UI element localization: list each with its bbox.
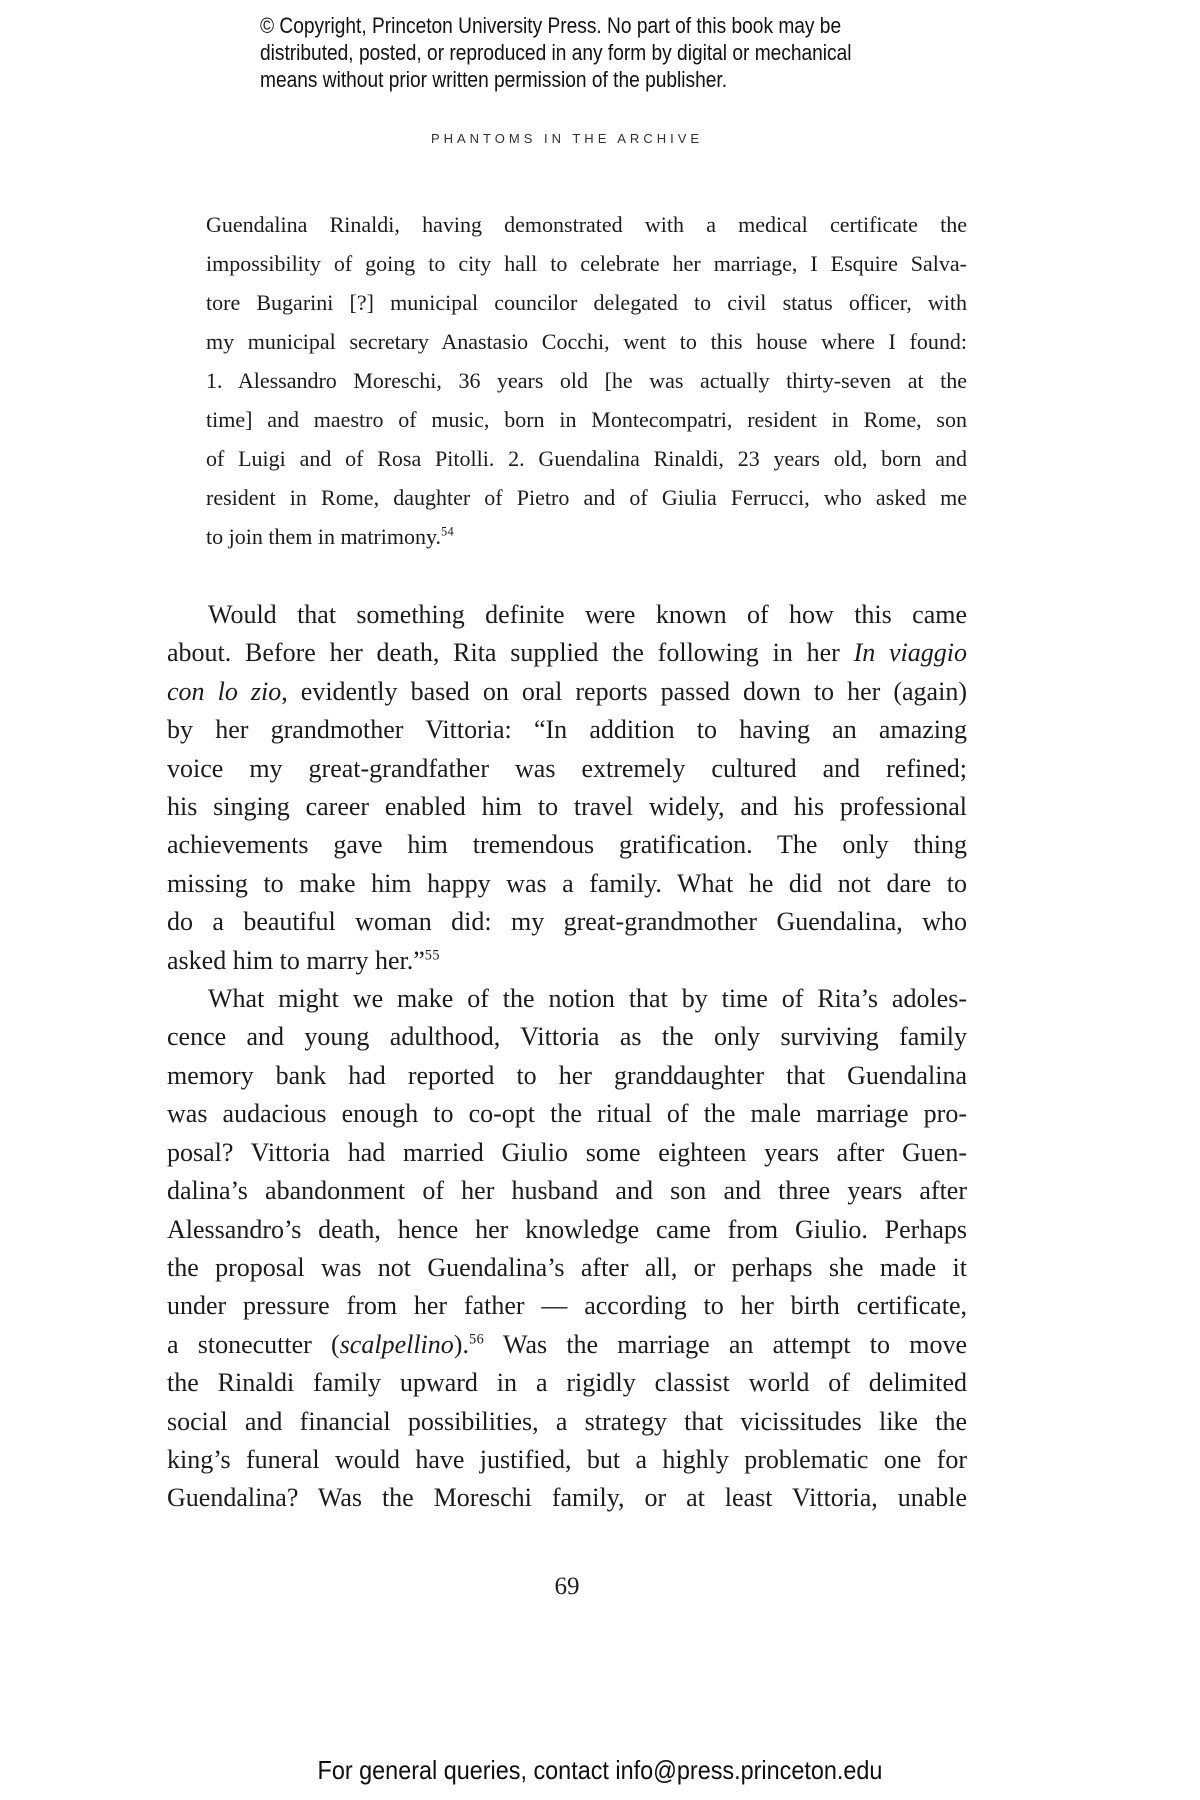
text-line: the Rinaldi family upward in a rigidly classist world of delimited (167, 1368, 967, 1398)
text-line: about. Before her death, Rita supplied the following in her In viaggio (167, 638, 967, 668)
page-number: 69 (554, 1573, 580, 1600)
text-line: Alessandro’s death, hence her knowledge came from Giulio. Perhaps (167, 1214, 967, 1244)
text-line: achievements gave him tremendous gratification. The only thing (167, 830, 967, 860)
text-line: his singing career enabled him to travel widely, and his professional (167, 792, 967, 822)
text-line: con lo zio, evidently based on oral reports passed down to her (again) (167, 676, 967, 706)
text-line: distributed, posted, or reproduced in any form by digital or mechanical (260, 40, 852, 65)
text-line: a stonecutter (scalpellino).$^{56}$ Was the marriage an attempt to move (167, 1329, 968, 1359)
text-line: means without prior written permission of the publisher. (260, 67, 728, 92)
text-line: memory bank had reported to her granddaughter that Guendalina (167, 1060, 967, 1090)
text-line: the proposal was not Guendalina’s after all, or perhaps she made it (167, 1252, 967, 1282)
text-line: my municipal secretary Anastasio Cocchi, went to this house where I found: (206, 329, 967, 354)
paragraph-2 (167, 980, 967, 1518)
footer-contact: For general queries, contact info@press.princeton.edu (317, 1755, 883, 1785)
text-line: to join them in matrimony.$^{54}$ (206, 524, 455, 549)
text-line: © Copyright, Princeton University Press. No part of this book may be (260, 13, 842, 38)
text-line: under pressure from her father — according to her birth certificate, (167, 1291, 967, 1321)
text-line: dalina’s abandonment of her husband and son and three years after (167, 1176, 967, 1206)
paragraph-1 (167, 596, 967, 980)
text-line: missing to make him happy was a family. What he did not dare to (167, 868, 967, 898)
text-line: Guendalina Rinaldi, having demonstrated with a medical certificate the (206, 212, 967, 237)
body-text (167, 596, 967, 1518)
text-line: voice my great-grandfather was extremely cultured and refined; (167, 753, 967, 783)
text-line: social and financial possibilities, a strategy that vicissitudes like the (167, 1406, 967, 1436)
text-line: resident in Rome, daughter of Pietro and of Giulia Ferrucci, who asked me (206, 485, 967, 510)
running-head: PHANTOMS IN THE ARCHIVE (430, 131, 704, 146)
text-line: asked him to marry her.”$^{55}$ (167, 945, 441, 975)
text-line: of Luigi and of Rosa Pitolli. 2. Guendalina Rinaldi, 23 years old, born and (206, 446, 967, 471)
text-line: 1. Alessandro Moreschi, 36 years old [he was actually thirty-seven at the (206, 368, 967, 393)
copyright-notice (260, 12, 852, 93)
text-line: impossibility of going to city hall to celebrate her marriage, I Esquire Salva- (206, 251, 967, 276)
text-line: What might we make of the notion that by time of Rita’s adoles- (208, 984, 967, 1014)
text-line: by her grandmother Vittoria: “In addition to having an amazing (167, 715, 967, 745)
text-line: Guendalina? Was the Moreschi family, or at least Vittoria, unable (167, 1483, 967, 1513)
text-line: tore Bugarini [?] municipal councilor delegated to civil status officer, with (206, 290, 967, 315)
block-quote (206, 205, 967, 556)
text-line: posal? Vittoria had married Giulio some eighteen years after Guen- (167, 1137, 967, 1167)
text-line: king’s funeral would have justified, but a highly problematic one for (167, 1444, 967, 1474)
text-line: Would that something definite were known of how this came (208, 600, 967, 629)
text-line: time] and maestro of music, born in Montecompatri, resident in Rome, son (206, 407, 967, 432)
text-line: was audacious enough to co-opt the ritual of the male marriage pro- (167, 1099, 967, 1129)
text-line: do a beautiful woman did: my great-grandmother Guendalina, who (167, 907, 967, 937)
text-line: cence and young adulthood, Vittoria as the only surviving family (167, 1022, 967, 1052)
